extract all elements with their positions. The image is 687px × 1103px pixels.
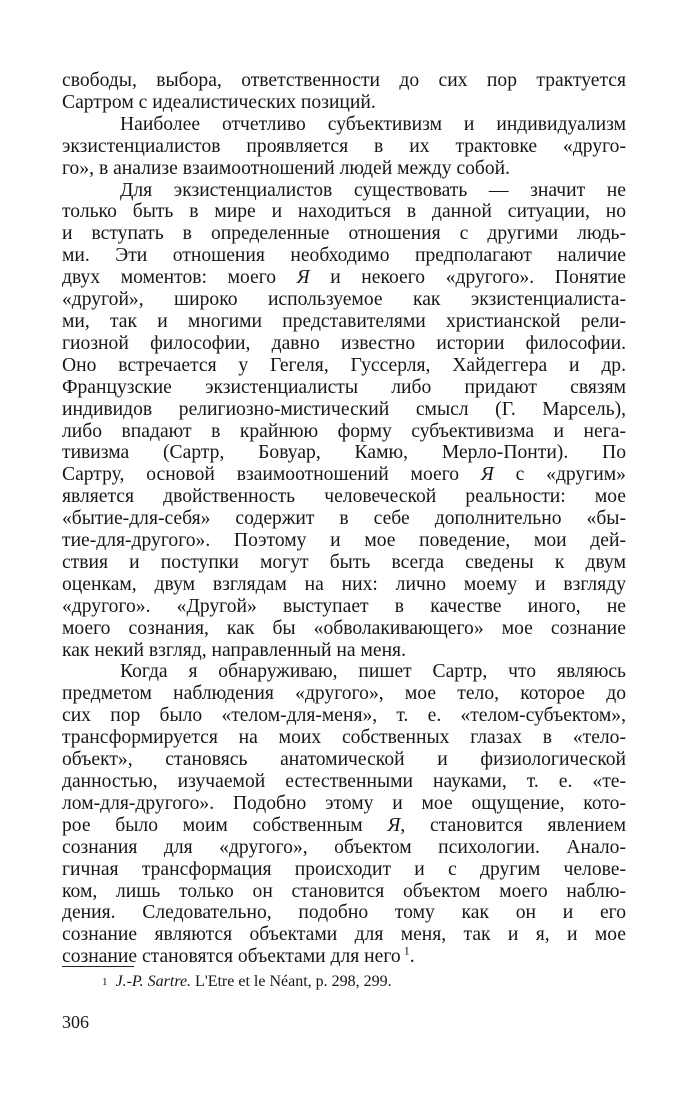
text-line: тивизма (Сартр, Бовуар, Камю, Мерло-Понти). По xyxy=(62,442,626,464)
text-line: либо впадают в крайнюю форму субъективизма и нега- xyxy=(62,420,626,442)
text-line: данностью, изучаемой естественными науками, т. е. «те- xyxy=(62,771,626,792)
text-line: сознание являются объектами для меня, так и я, и мое xyxy=(62,924,626,946)
text-line: как некий взгляд, направленный на меня. xyxy=(62,639,406,661)
text-line: ми. Эти отношения необходимо предполагают наличие xyxy=(62,245,626,267)
footnote xyxy=(62,972,626,992)
text-line: сознания для «другого», объектом психологии. Анало- xyxy=(62,836,626,858)
paragraph-4 xyxy=(62,661,626,968)
text-line: «другого». «Другой» выступает в качестве иного, не xyxy=(62,595,626,617)
footnote-author: J.-P. Sartre. xyxy=(115,973,192,990)
text-line: тие-для-другого». Поэтому и мое поведение, мои дей- xyxy=(62,530,626,552)
text-line: Когда я обнаруживаю, пишет Сартр, что являюсь xyxy=(120,661,626,683)
paragraph-1 xyxy=(62,70,626,114)
text-line: является двойственность человеческой реальности: мое xyxy=(62,486,626,508)
text-line: и вступать в определенные отношения с другими людь- xyxy=(62,223,626,245)
text-line: экзистенциалистов проявляется в их трактовке «друго- xyxy=(62,135,626,157)
paragraph-2 xyxy=(62,114,626,180)
text-line: Для экзистенциалистов существовать — значит не xyxy=(120,179,626,201)
text-line: двух моментов: моего Я и некоего «другого». Понятие xyxy=(62,267,626,289)
paragraph-3 xyxy=(62,180,626,662)
text-line: Наиболее отчетливо субъективизм и индивидуализм xyxy=(120,113,626,135)
text-line: Сартру, основой взаимоотношений моего Я с «другим» xyxy=(62,464,626,486)
text-line: дения. Следовательно, подобно тому как он и его xyxy=(62,902,626,924)
text-line: моего сознания, как бы «обволакивающего» мое сознание xyxy=(62,617,626,639)
text-line: свободы, выбора, ответственности до сих пор трактуется xyxy=(62,70,626,91)
text-line: ствия и поступки могут быть всегда сведены к двум xyxy=(62,551,626,573)
text-line: ми, так и многими представителями христианской рели- xyxy=(62,310,626,332)
text-line: трансформируется на моих собственных глазах в «тело- xyxy=(62,727,626,749)
footnote-text: L'Etre et le Néant, p. 298, 299. xyxy=(195,973,392,990)
text-line: сознание становятся объектами для него $^1$. xyxy=(62,943,415,968)
text-line: индивидов религиозно-мистический смысл (Г. Марсель), xyxy=(62,398,626,420)
text-line: Оно встречается у Гегеля, Гуссерля, Хайдеггера и др. xyxy=(62,354,626,376)
text-line: Сартром с идеалистических позиций. xyxy=(62,91,376,113)
text-line: оценкам, двум взглядам на них: лично моему и взгляду xyxy=(62,573,626,595)
text-line: гиозной философии, давно известно истории философии. xyxy=(62,332,626,354)
text-line: объект», становясь анатомической и физиологической xyxy=(62,749,626,771)
text-line: Французские экзистенциалисты либо придают связям xyxy=(62,376,626,398)
text-line: ком, лишь только он становится объектом моего наблю- xyxy=(62,880,626,902)
text-line: лом-для-другого». Подобно этому и мое ощущение, кото- xyxy=(62,792,626,814)
footnote-mark: 1 xyxy=(102,976,108,988)
text-line: го», в анализе взаимоотношений людей между собой. xyxy=(62,157,511,179)
text-line: только быть в мире и находиться в данной ситуации, но xyxy=(62,201,626,223)
page-number: 306 xyxy=(62,1012,89,1032)
text-line: сих пор было «телом-для-меня», т. е. «телом-субъектом», xyxy=(62,705,626,727)
text-line: рое было моим собственным Я, становится явлением xyxy=(62,814,627,836)
footnote-divider xyxy=(62,966,134,967)
page-body xyxy=(62,70,626,968)
text-line: «другой», широко используемое как экзистенциалиста- xyxy=(62,289,626,311)
footnote-ref[interactable]: 1 xyxy=(400,943,410,958)
text-line: гичная трансформация происходит и с другим челове- xyxy=(62,858,626,880)
text-line: «бытие-для-себя» содержит в себе дополнительно «бы- xyxy=(62,508,626,530)
text-line: предметом наблюдения «другого», мое тело, которое до xyxy=(62,683,626,705)
